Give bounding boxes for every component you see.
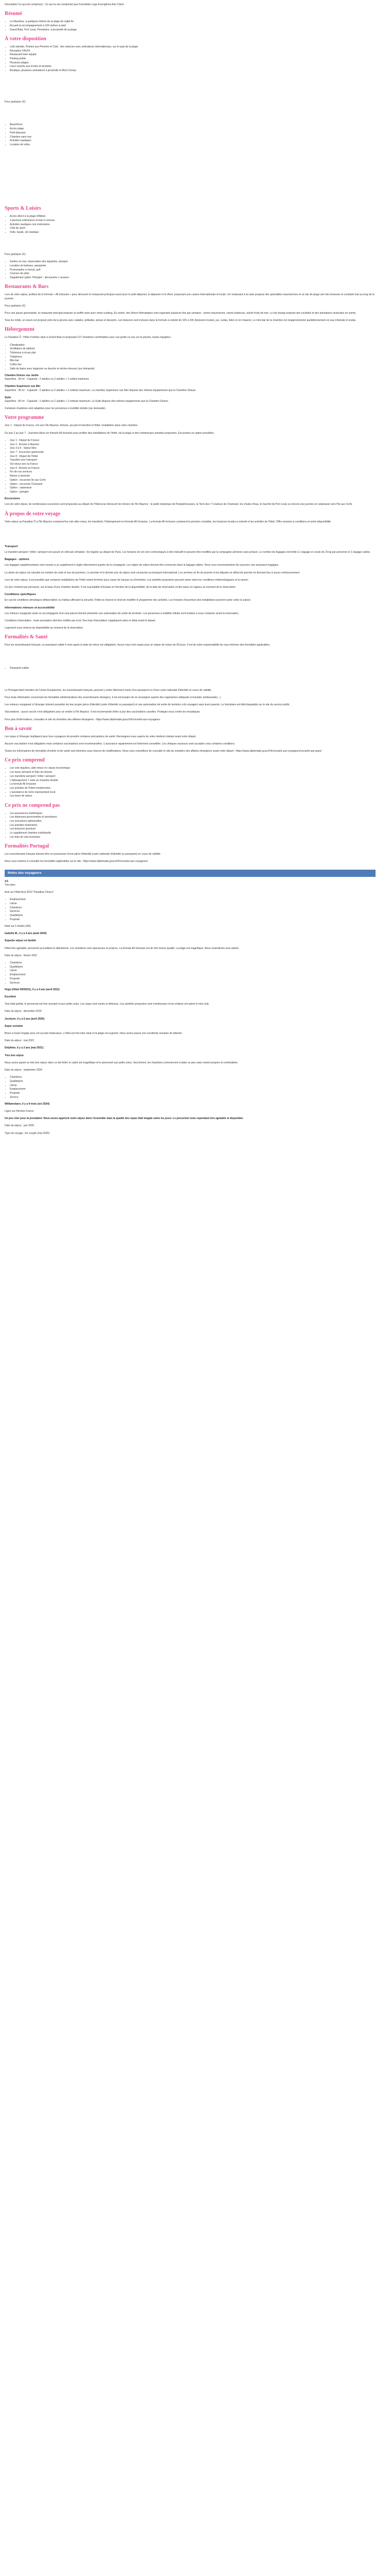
list-item: • Télévision à écran plat	[10, 351, 376, 355]
conditions-text: En cas de conditions climatiques défavorables ou d'aléas affectant la sécurité, l'hôtel se réserve le droit de modifier le programme des activités. Les horaires d'ouverture des installations peuvent varier selon la saison.	[5, 599, 251, 602]
review-tag: • Chambres	[10, 906, 376, 910]
review-tag: • Service	[10, 1096, 376, 1099]
list-item: • Parking public	[10, 57, 376, 61]
participer-label: Pour participer (€) :	[5, 100, 27, 104]
list-item: • Option : plongée	[10, 490, 376, 494]
review-author: Type de voyage : En couple (mai 2025)	[5, 1131, 50, 1135]
list-item: • Lodi welodie, Pointes aux Piments et Club - des séances avec animateurs internationaux, sur le quai de la plage	[10, 45, 376, 49]
review-tag: • Qualité/prix	[10, 1080, 376, 1083]
review-text: Nous avons passé un très bon séjour dans ce bel hôtel, le cadre est magnifique et le personnel aux petits soins. Seul bémol, les chambres commencent à dater un peu mais restent propres et confortables.	[5, 1061, 238, 1064]
programme-para: Du jour 2 au jour 7 : Journées libres en formule All Inclusive pour profiter des installations de l'hôtel, de la plage et des nombreuses activités proposées. Excursions en option possibles.	[5, 431, 215, 435]
participer-label: Pour participer (€) :	[5, 304, 27, 308]
list-item: • Réception 24h/24	[10, 49, 376, 53]
list-item: • Les vols réguliers, aller-retour en classe économique	[10, 767, 376, 770]
review-date: Date du séjour : septembre 2024	[5, 1068, 42, 1072]
list-item: • La formule All Inclusive	[10, 783, 376, 786]
list-item: • Jour 3 à 6 : Séjour libre	[10, 447, 376, 450]
bon-a-savoir-p3[interactable]: Toutes les informations de formalités d'entrée et de santé sont données sous réserve de modifications. Nous vous conseillons de consulter le site du ministère des affaires étrangères avant votre départ : https://www.diplomatie.gouv.fr/fr/conseils-aux-voyageurs/conseils-par-pays/	[5, 750, 322, 753]
hebergement-footer: Certaines chambres sont adaptées pour les personnes à mobilité réduite (sur demande).	[5, 407, 106, 411]
intro-links[interactable]: Description Ce qui est compris(e) - Ce qui ne est compris(e) pas Formalités Logo Inscriptions Avis Client	[5, 3, 124, 6]
transport-title: Transport	[5, 545, 18, 548]
list-item: • Le supplément chambre individuelle	[10, 832, 376, 835]
room-desc: Superficie : 35 m² - Capacité : 2 adultes ou 2 adultes + 2 enfants maximum. La chambre Supérieure vue Mer dispose des mêmes équipements que la Chambre Deluxe.	[5, 388, 197, 392]
conditions-title: Conditions spécifiques	[5, 593, 36, 597]
review-card	[5, 995, 376, 1021]
list-item: • Chambre sans vue	[10, 135, 376, 139]
review-tag: • Chambres	[10, 961, 376, 965]
restaurants-text-3: Tous les midis, un snack est proposé près de la piscine avec salades, grillades, pizzas et desserts. Les boissons sont incluses dans la formule à volonté de 10h à 23h (boissons locales, jus, sodas, bière et vin maison). Le mini-bar de la chambre est réapprovisionné quotidiennement en eau minérale et sodas.	[5, 319, 356, 323]
review-tag: • Qualité/prix	[10, 965, 376, 969]
review-date: Date du séjour : mai 2021	[5, 1039, 35, 1043]
list-item: • Option : excursion île aux Cerfs	[10, 479, 376, 482]
list-item: • Jour 1 : Départ de France	[10, 439, 376, 443]
list-item: • Promenades à cheval, golf	[10, 268, 376, 272]
reviews-header-bar: Notes des voyageurs	[5, 870, 376, 876]
review-tag: • Emplacement	[10, 973, 376, 977]
room-name: Chambre Deluxe vue Jardin	[5, 374, 39, 378]
list-item: • Les excursions optionnelles	[10, 820, 376, 823]
review-tags	[10, 898, 376, 922]
bon-a-savoir-title: Bon à savoir	[5, 725, 32, 732]
review-tag: • Propreté	[10, 977, 376, 981]
excursions-text: Lors de votre séjour, de nombreuses excursions sont proposées au départ de l'hôtel pour découvrir les trésors de l'île Maurice : le jardin botanique de Pamplemousses, la Terre des 7 Couleurs de Chamarel, les chutes d'eau, le marché de Port Louis ou encore une journée en catamaran vers l'île aux Cerfs.	[5, 503, 353, 506]
excursions-title: Excursions	[5, 497, 20, 501]
review-tags	[10, 1076, 376, 1099]
list-item: • Coffre-fort	[10, 363, 376, 367]
list-item: • L'hébergement 7 nuits en chambre double	[10, 779, 376, 783]
programme-intro: Jour 1 : Départ de France, vol vers l'île Maurice. Arrivée, accueil et transfert à l'hôtel. Installation dans votre chambre.	[5, 424, 138, 428]
resume-title: Résumé	[5, 11, 22, 17]
infos-text: La durée du séjour est calculée en nombre de nuits et non de journées. Le premier et le dernier jour du séjour sont consacrés au transport international. Les arrivées en fin de journée et les départs en début de journée ne donnent lieu à aucun remboursement.	[5, 571, 300, 574]
prix-text: Ce prix s'entend par personne, sur la base d'une chambre double. Il est susceptible d'évoluer en fonction de la disponibilité, de la date de réservation et des taxes en vigueur au moment de la réservation.	[5, 586, 236, 589]
bagages-text: Les bagages supplémentaires sont soumis à un supplément à régler directement auprès de la compagnie. Les objets de valeur doivent être conservés dans le bagage cabine. Nous vous recommandons de souscrire une assurance bagages.	[5, 564, 279, 567]
conditions-footer: Logement sous réserve de disponibilité au moment de la réservation.	[5, 626, 84, 630]
list-item: • Voile, kayak, ski nautique	[10, 231, 376, 234]
list-item: • Retour à domicile	[10, 474, 376, 478]
sejour-text: Lors de votre séjour, il est possible que certaines installations de l'hôtel soient fermées pour cause de travaux ou d'entretien. Les activités proposées peuvent varier selon les conditions météorologiques et la saison.	[5, 578, 249, 582]
review-author: Hugo (Hôtel 05/05/21), il y a 4 ans (avril 2021)	[5, 988, 60, 991]
review-card	[5, 1025, 376, 1050]
bon-a-savoir-p1: Les repas à l'étranger impliquent pour tous voyageurs de prendre certaines précautions de santé. Renseignez-vous auprès de votre médecin traitant avant votre départ.	[5, 735, 197, 738]
review-tag: • Propreté	[10, 1092, 376, 1095]
list-item: • Boutique, plusieurs animations à proximité et Mont Choisy	[10, 69, 376, 73]
room-desc: Superficie : 65 m² - Capacité : 2 adultes ou 2 adultes + 2 enfants maximum. La Suite dispose des mêmes équipements que la Chambre Deluxe.	[5, 400, 169, 403]
review-tag: • Literie	[10, 969, 376, 973]
room-suite	[5, 396, 376, 403]
review-text: Un peu cher pour la prestation. Nous avons apprécié notre séjour dans l'ensemble mais la qualité des repas était inégale selon les jours. Le personnel reste cependant très agréable et disponible.	[5, 1117, 243, 1121]
list-item: • Les activités motorisées	[10, 824, 376, 827]
list-item: • Les dépenses personnelles et pourboires	[10, 816, 376, 819]
room-name: Suite	[5, 396, 11, 399]
restaurants-text: Lors de votre séjour, profitez de la formule « All Inclusive » pour découvrir le restaurant principal ouvert pour le petit déjeuner, le déjeuner et le dîner, proposant une cuisine internationale et locale. Un restaurant à la carte propose des spécialités mauriciennes et un bar de plage sert des boissons et cocktails tout au long de la journée.	[5, 293, 374, 300]
hebergement-list	[10, 344, 376, 371]
review-date: Date du séjour : février 2021	[5, 954, 38, 957]
list-item: • Grand Baie, Port Louis, Pereybère, à proximité de la plage	[10, 28, 376, 32]
hebergement-intro: Le Paradise Ô : Hôtel 4 étoiles situé à Grand Baie et proposant 127 chambres confortables avec vue jardin ou vue sur la piscine, toutes équipées :	[5, 336, 172, 340]
list-item: • Les taxes de séjour	[10, 794, 376, 798]
list-item: • Le Mauritius, à quelques mètres de la plage de sable fin	[10, 20, 376, 24]
review-date: Date du séjour : juin 2025	[5, 1124, 34, 1128]
list-item: • Restaurant bien équipé	[10, 53, 376, 57]
list-item: • Les frais de visa éventuels	[10, 836, 376, 839]
list-item: • Vol retour vers la France	[10, 463, 376, 466]
a-propos-title: À propos de votre voyage	[5, 511, 60, 517]
review-tag: • Propreté	[10, 918, 376, 922]
review-title: Excellent	[5, 995, 16, 998]
list-item: • Option : catamaran	[10, 486, 376, 490]
programme-title: À votre disposition	[5, 36, 46, 42]
resume-list	[10, 20, 376, 32]
sports-title: Sports & Loisirs	[5, 206, 41, 212]
review-tag: • Literie	[10, 902, 376, 906]
sports-list-2	[10, 260, 376, 280]
list-item: • Passeport valide	[10, 667, 376, 670]
mineurs-text: Les mineurs voyageant seuls ou accompagnés d'un seul parent doivent présenter une autorisation de sortie de territoire. Les personnes à mobilité réduite sont invitées à nous contacter avant la réservation.	[5, 612, 239, 615]
review-title: Ligne sur Hermès France	[5, 1110, 34, 1113]
formalites-p2: Pour toute information concernant les formalités administratives des ressortissants étrangers, il est nécessaire de se renseigner auprès des organismes adéquats (consulats, ambassades...).	[5, 696, 222, 700]
list-item: • L'assistance de notre représentant local	[10, 791, 376, 794]
room-superieure	[5, 385, 376, 392]
formalites-title: Formalités & Santé	[5, 634, 48, 640]
review-card	[5, 1054, 376, 1107]
list-item: • Téléphone	[10, 355, 376, 359]
review-tag: • Literie	[10, 1084, 376, 1088]
transport-text: Le transfert aéroport / hôtel / aéroport est assuré en véhicule climatisé. Vol régulier au départ de Paris. Les horaires de vol sont communiqués à titre indicatif et peuvent être modifiés par la compagnie aérienne sans préavis. Le nombre de bagages est limité à 1 bagage en soute de 23 kg par personne et 1 bagage cabine.	[5, 551, 371, 554]
review-card	[5, 891, 376, 936]
formalites-list	[10, 667, 376, 670]
list-item: • Lieux ouverts aux écoles et touristes	[10, 65, 376, 69]
list-item: • Location de bateaux, parapente	[10, 264, 376, 268]
list-item: • Petit déjeuner	[10, 131, 376, 135]
prix-ne-comprend-title: Ce prix ne comprend pas	[5, 802, 60, 808]
list-item: • Beachfront	[10, 123, 376, 127]
list-item: • Supplément option 'Plongée' : découverte 1 session	[10, 276, 376, 280]
list-item: • Sorties en mer, observation des dauphins, plongée	[10, 260, 376, 264]
days-list	[10, 439, 376, 494]
list-item: • Climatisation	[10, 344, 376, 347]
review-title: Très bon séjour	[5, 1054, 24, 1057]
restaurants-title: Restaurants & Bars	[5, 284, 48, 290]
hebergement-title: Hébergement	[5, 327, 35, 333]
list-item: • Accès plage	[10, 127, 376, 131]
formalites-p4: Vaccinations : aucun vaccin n'est obligatoire pour se rendre à l'île Maurice. Il est recommandé d'être à jour des vaccinations usuelles. Protégez-vous contre les moustiques.	[5, 710, 201, 714]
list-item: • Activités nautiques non motorisées	[10, 223, 376, 227]
list-item: • Les assurances multirisques	[10, 812, 376, 816]
restaurants-text-2: Pour une pause gourmande, le restaurant principal propose un buffet varié avec show-cooking. En soirée, des dîners thématiques sont organisés plusieurs fois par semaine : soirée mauricienne, soirée barbecue, soirée fruits de mer. Le bar lounge propose des cocktails et des animations musicales en soirée.	[5, 312, 356, 315]
review-tag: • Chambres	[10, 1076, 376, 1079]
review-author: Isabelle M., il y a 4 ans (août 2020)	[5, 932, 47, 936]
list-item: • Activités nautiques	[10, 139, 376, 143]
rating-value: 4.5	[5, 879, 8, 883]
review-title: Avis sur Hôtel Avis 2019 "Paradise Choice"	[5, 891, 54, 894]
prix-comprend-title: Ce prix comprend	[5, 757, 45, 764]
list-item: • Plusieurs plages	[10, 61, 376, 65]
review-tags	[10, 961, 376, 985]
list-item: • 2 piscines extérieures et bain à remous	[10, 219, 376, 223]
list-item: • Fin de nos services	[10, 470, 376, 474]
list-item: • Jour 9 : Arrivée en France	[10, 467, 376, 470]
rating-block	[5, 880, 376, 887]
list-item: • Club de sport	[10, 227, 376, 230]
review-card	[5, 1110, 376, 1136]
sports-list	[10, 215, 376, 234]
bagages-title: Bagages - options	[5, 558, 29, 562]
list-item: • Jour 7 : Excursion optionnelle	[10, 451, 376, 454]
review-text: Hôtel très agréable, personnel accueillant et attentionné. Les chambres sont spacieuses et propres. La formule All Inclusive est de très bonne qualité. La plage est magnifique. Nous reviendrons avec plaisir.	[5, 946, 239, 950]
formalites-p3: Les mineurs voyageant à l'étranger doivent posséder de leur propre pièce d'identité (carte d'identité ou passeport) et une autorisation de sortie de territoire si ils voyagent sans leurs parents. Le formulaire est téléchargeable sur le site du service public.	[5, 703, 290, 707]
formalites-portugal-p2[interactable]: Nous vous invitons à consulter les formalités applicables sur le site : https://www.diplomatie.gouv.fr/fr/conseils-aux-voyageurs/	[5, 860, 148, 863]
review-title: Super semaine	[5, 1024, 23, 1028]
formalites-p5[interactable]: Pour plus d'informations, consultez le site du ministère des affaires étrangères : https://www.diplomatie.gouv.fr/fr/conseils-aux-voyageurs	[5, 718, 160, 721]
list-item: • Les transferts aéroport / hôtel / aéroport	[10, 775, 376, 778]
bon-a-savoir-p2: Aucune vaccination n'est obligatoire mais certaines vaccinations sont recommandées. L'assurance rapatriement est fortement conseillée. Les chèques vacances sont acceptés sous certaines conditions.	[5, 742, 235, 746]
list-item: • Jour 2 : Arrivée à Maurice	[10, 443, 376, 447]
list-item: • Accueil et accompagnement à 150 mètres à pied	[10, 24, 376, 28]
annulation-text: Conditions d'annulation : toute annulation doit être notifiée par écrit. Des frais d'annulation s'appliquent selon le délai avant le départ.	[5, 619, 156, 623]
list-item: • Accès direct à la plage d'Albion	[10, 215, 376, 218]
list-item: • Les activités de l'hôtel mentionnées	[10, 787, 376, 790]
review-tag: • Services	[10, 910, 376, 913]
mineurs-title: Informations mineurs et accessibilité	[5, 606, 55, 609]
prix-ne-comprend-list	[10, 812, 376, 839]
list-item: • Salle de bains avec baignoire ou douche et sèche-cheveux (sur demande)	[10, 367, 376, 371]
formalites-portugal-p1: Les ressortissants français doivent être en possession d'une pièce d'identité (carte nationale d'identité ou passeport) en cours de validité.	[5, 853, 161, 856]
formalites-p1: Le Portugal étant membre de l'Union Européenne, les ressortissants français, peuvent y entrer librement munis d'un passeport ou d'une carte nationale d'identité en cours de validité.	[5, 688, 212, 692]
review-tag: • Qualité/prix	[10, 914, 376, 918]
programme-list	[10, 45, 376, 73]
review-text: Tout était parfait, le personnel est très souriant et aux petits soins. Les repas sont variés et délicieux. Les activités proposées sont nombreuses et les enfants ont adoré le mini club.	[5, 1003, 209, 1006]
list-item: • Mini-bar	[10, 359, 376, 363]
room-name: Chambre Supérieure vue Mer	[5, 385, 41, 388]
list-item: • Location de vélos	[10, 143, 376, 147]
review-meta: Noté sur 5 étoiles (4/5)	[5, 924, 31, 928]
review-tag: • Services	[10, 981, 376, 985]
participer-label: Pour participer (€) :	[5, 253, 27, 257]
review-author: Williamsbaro, il y a 9 mois (oct 2024)	[5, 1102, 50, 1106]
review-tag: • Emplacement	[10, 898, 376, 902]
review-date: Date du séjour : décembre 2019	[5, 1010, 42, 1013]
rating-label: Très bien	[5, 883, 15, 887]
review-author: Delphine, il y a 3 ans (mai 2021)	[5, 1046, 44, 1050]
list-item: • Transfert vers l'aéroport	[10, 459, 376, 462]
review-author: Jocelyne, il y a 5 ans (avril 2020)	[5, 1017, 44, 1021]
list-item: • Option : excursion Chamarel	[10, 483, 376, 486]
formalites-text: Pour les ressortissants français, un passeport valide 6 mois après la date de retour est obligatoire. Aucun visa n'est requis pour un séjour de moins de 90 jours. Il est de votre responsabilité de vous informer des formalités applicables.	[5, 643, 270, 647]
a-propos-text: Votre séjour au Paradise Ô à l'île Maurice comprend les vols aller-retour, les transferts, l'hébergement en formule All Inclusive. La formule All Inclusive comprend la pension complète, les boissons locales à volonté et les activités de l'hôtel. Offre soumise à conditions et selon disponibilité.	[5, 520, 332, 523]
review-card	[5, 939, 376, 992]
review-text: Bravo à toute l'équipe pour cet accueil chaleureux. L'hôtel est très bien situé et la plage est superbe. Nous avons passé une excellente semaine de détente.	[5, 1031, 183, 1035]
review-tag: • Emplacement	[10, 1088, 376, 1091]
list-item: • Jour 8 : Départ de l'hôtel	[10, 455, 376, 459]
room-desc: Superficie : 30 m² - Capacité : 2 adultes ou 2 adultes + 1 enfant maximum	[5, 378, 89, 381]
list-item: • Courses de piste	[10, 272, 376, 276]
list-item: • Les boissons premium	[10, 827, 376, 831]
list-item: • Ventilateur de plafond	[10, 347, 376, 351]
prix-comprend-list	[10, 767, 376, 798]
review-title: Superbe séjour en famille	[5, 939, 36, 943]
list-item: • Les taxes aéroport et frais de dossier	[10, 771, 376, 774]
room-deluxe	[5, 374, 376, 381]
formalites-portugal-title: Formalités Portugal	[5, 843, 49, 850]
programme-jour-title: Votre programme	[5, 415, 44, 421]
equipements-list	[10, 123, 376, 147]
